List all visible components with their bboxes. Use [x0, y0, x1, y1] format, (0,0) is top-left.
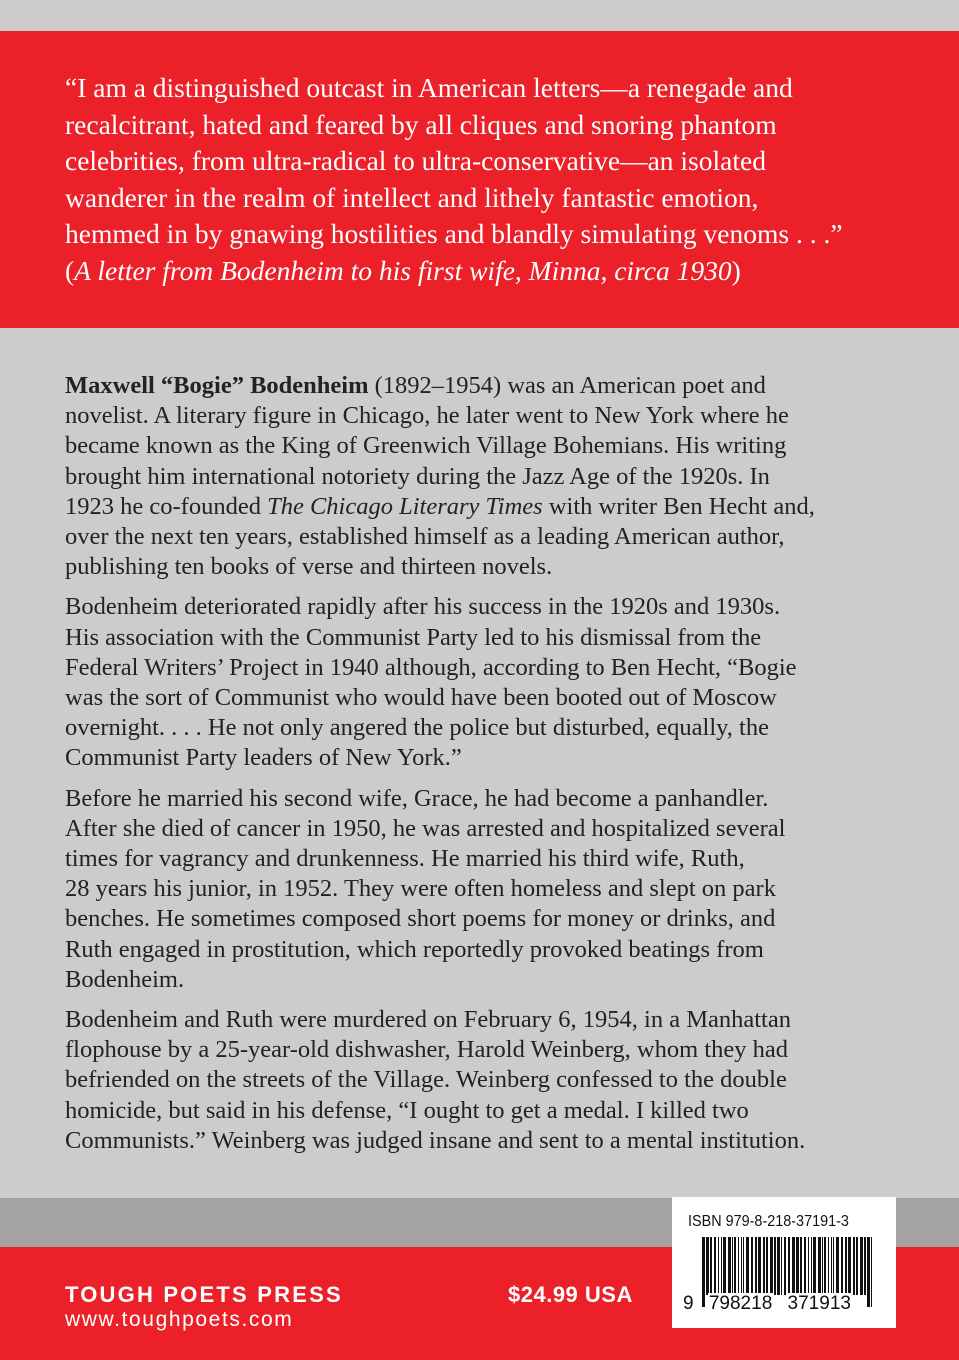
- text-line: [65, 713, 815, 743]
- barcode-bar: [864, 1237, 866, 1295]
- text-segment: novelist. A literary figure in Chicago, he later went to New York where he: [65, 402, 789, 430]
- barcode-bar: [746, 1237, 749, 1295]
- text-segment: Communists.” Weinberg was judged insane and sent to a mental institution.: [65, 1126, 806, 1154]
- text-segment: (1892–1954) was an American poet and: [368, 372, 766, 399]
- barcode-bar: [792, 1237, 795, 1295]
- barcode-bar: [828, 1237, 829, 1295]
- text-segment: ): [731, 254, 741, 286]
- text-line: [65, 253, 843, 290]
- text-line: [65, 216, 843, 253]
- barcode-bar: [836, 1237, 839, 1295]
- barcode-bar: [706, 1237, 709, 1295]
- text-segment: hemmed in by gnawing hostilities and blandly simulating venoms . . .”: [65, 218, 843, 250]
- text-line: [65, 623, 815, 653]
- barcode-bar: [822, 1237, 823, 1295]
- bold-text: Maxwell “Bogie” Bodenheim: [65, 372, 369, 399]
- biography-paragraph: [65, 371, 815, 582]
- biography-paragraph: [65, 784, 815, 995]
- barcode-bar: [800, 1237, 802, 1295]
- text-segment: His association with the Communist Party led to his dismissal from the: [65, 623, 762, 651]
- text-line: [65, 683, 815, 713]
- text-segment: befriended on the streets of the Village. Weinberg confessed to the double: [65, 1066, 787, 1094]
- barcode-bar: [808, 1237, 809, 1295]
- barcode-bar: [796, 1237, 799, 1295]
- barcode-bar: [867, 1237, 870, 1307]
- text-line: [65, 1126, 815, 1156]
- text-line: [65, 814, 815, 844]
- barcode-bar: [818, 1237, 821, 1295]
- barcode-bar: [766, 1237, 768, 1295]
- text-segment: After she died of cancer in 1950, he was arrested and hospitalized several: [65, 814, 786, 842]
- barcode-bar: [743, 1237, 744, 1295]
- text-line: [65, 522, 815, 552]
- barcode-bar: [811, 1237, 812, 1295]
- text-segment: Federal Writers’ Project in 1940 although, according to Ben Hecht, “Bogie: [65, 653, 797, 681]
- text-segment: over the next ten years, established himself as a leading American author,: [65, 523, 785, 551]
- barcode-bar: [751, 1237, 753, 1295]
- italic-text: The Chicago Literary Times: [267, 492, 543, 520]
- text-segment: 1923 he co-founded: [65, 492, 268, 520]
- barcode-bar: [758, 1237, 761, 1295]
- publisher-name: TOUGH POETS PRESS: [65, 1282, 343, 1307]
- barcode-digits-left: 798218: [708, 1293, 773, 1314]
- barcode-bar: [728, 1237, 731, 1295]
- text-line: [65, 1096, 815, 1126]
- barcode-digits: [682, 1293, 852, 1315]
- barcode-digit-prefix: 9: [683, 1293, 694, 1314]
- barcode-digits-right: 371913: [787, 1293, 851, 1314]
- barcode-bar: [853, 1237, 855, 1295]
- italic-text: A letter from Bodenheim to his first wife, Minna, circa 1930: [74, 254, 732, 286]
- barcode-bar: [784, 1237, 786, 1295]
- isbn-label: ISBN 979-8-218-37191-3: [688, 1213, 849, 1230]
- text-segment: Ruth engaged in prostitution, which reportedly provoked beatings from: [65, 935, 764, 963]
- text-line: [65, 592, 815, 622]
- text-line: [65, 492, 815, 522]
- text-line: [65, 1005, 815, 1035]
- text-line: [65, 552, 815, 582]
- text-line: [65, 431, 815, 461]
- text-segment: brought him international notoriety during the Jazz Age of the 1920s. In: [65, 462, 770, 490]
- barcode-bar: [848, 1237, 851, 1295]
- text-line: [65, 904, 815, 934]
- epigraph-quote: [65, 70, 843, 290]
- price: $24.99 USA: [508, 1282, 633, 1307]
- text-segment: homicide, but said in his defense, “I ought to get a medal. I killed two: [65, 1096, 749, 1124]
- barcode-bar: [841, 1237, 843, 1295]
- text-line: [65, 874, 815, 904]
- text-segment: 28 years his junior, in 1952. They were often homeless and slept on park: [65, 875, 776, 903]
- barcode-bar: [804, 1237, 806, 1295]
- barcode-bar: [781, 1237, 782, 1295]
- text-line: [65, 107, 843, 144]
- barcode-bar: [856, 1237, 858, 1295]
- text-line: [65, 965, 815, 995]
- text-line: [65, 935, 815, 965]
- barcode-bar: [845, 1237, 847, 1295]
- text-line: [65, 844, 815, 874]
- text-line: [65, 180, 843, 217]
- text-line: [65, 70, 843, 107]
- text-line: [65, 784, 815, 814]
- barcode-bar: [774, 1237, 776, 1295]
- barcode-bar: [770, 1237, 773, 1295]
- barcode-bar: [721, 1237, 722, 1295]
- barcode-bar: [723, 1237, 726, 1295]
- text-segment: became known as the King of Greenwich Village Bohemians. His writing: [65, 432, 787, 460]
- text-line: [65, 1035, 815, 1065]
- text-line: [65, 743, 815, 773]
- text-line: [65, 371, 815, 401]
- text-segment: Before he married his second wife, Grace, he had become a panhandler.: [65, 784, 769, 812]
- text-line: [65, 653, 815, 683]
- barcode-bar: [824, 1237, 826, 1295]
- text-segment: times for vagrancy and drunkenness. He married his third wife, Ruth,: [65, 845, 745, 873]
- text-segment: publishing ten books of verse and thirteen novels.: [65, 553, 553, 581]
- barcode-bar: [763, 1237, 765, 1295]
- barcode-bar: [714, 1237, 716, 1295]
- text-segment: Communist Party leaders of New York.”: [65, 744, 462, 772]
- barcode-bar: [860, 1237, 863, 1295]
- isbn-barcode: [672, 1197, 896, 1328]
- text-segment: overnight. . . . He not only angered the police but disturbed, equally, the: [65, 714, 769, 742]
- text-segment: flophouse by a 25-year-old dishwasher, Harold Weinberg, whom they had: [65, 1036, 788, 1064]
- biography-paragraph: [65, 592, 815, 773]
- barcode-bar: [718, 1237, 719, 1295]
- barcode-bar: [732, 1237, 733, 1295]
- barcode-bar: [813, 1237, 816, 1295]
- text-line: [65, 1065, 815, 1095]
- author-biography: [65, 371, 815, 1166]
- text-segment: recalcitrant, hated and feared by all cliques and snoring phantom: [65, 108, 777, 140]
- barcode-bar: [741, 1237, 742, 1295]
- text-line: [65, 401, 815, 431]
- barcode-bar: [777, 1237, 780, 1295]
- barcode-bar: [755, 1237, 757, 1295]
- text-segment: Bodenheim.: [65, 965, 185, 993]
- text-segment: Bodenheim and Ruth were murdered on February 6, 1954, in a Manhattan: [65, 1006, 791, 1034]
- text-segment: (: [65, 254, 75, 286]
- text-segment: celebrities, from ultra-radical to ultra-conservative—an isolated: [65, 145, 766, 177]
- text-segment: Bodenheim deteriorated rapidly after his success in the 1920s and 1930s.: [65, 593, 781, 621]
- barcode-bar: [831, 1237, 832, 1295]
- biography-paragraph: [65, 1005, 815, 1156]
- barcode-bar: [871, 1237, 872, 1307]
- text-segment: was the sort of Communist who would have been booted out of Moscow: [65, 684, 777, 712]
- publisher-website: www.toughpoets.com: [65, 1308, 294, 1331]
- text-segment: with writer Ben Hecht and,: [542, 492, 815, 520]
- text-segment: wanderer in the realm of intellect and lithely fantastic emotion,: [65, 181, 759, 213]
- text-line: [65, 462, 815, 492]
- text-segment: benches. He sometimes composed short poems for money or drinks, and: [65, 905, 776, 933]
- barcode-bar: [833, 1237, 834, 1295]
- barcode-bar: [710, 1237, 712, 1295]
- barcode-bar: [738, 1237, 739, 1295]
- text-segment: “I am a distinguished outcast in American letters—a renegade and: [65, 72, 793, 103]
- text-line: [65, 143, 843, 180]
- barcode-bar: [734, 1237, 736, 1295]
